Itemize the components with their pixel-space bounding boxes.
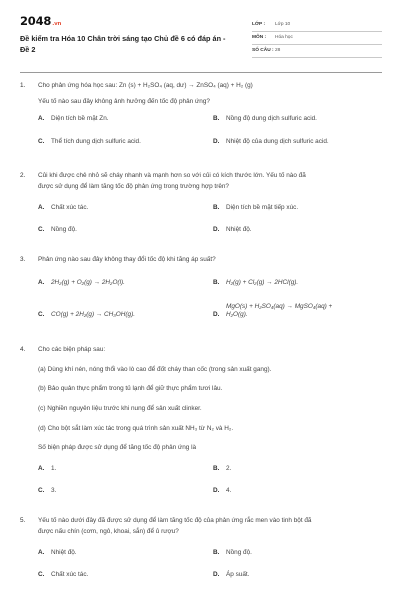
option-c[interactable] — [38, 138, 208, 147]
option-c[interactable] — [38, 226, 208, 235]
question-number: 2. — [20, 172, 26, 179]
option-text: Nồng độ. — [51, 226, 77, 234]
option-a[interactable] — [38, 549, 208, 558]
option-letter: A. — [38, 278, 45, 286]
question-text-line: được nấu chín (cơm, ngô, khoai, sắn) để ủ rượu? — [38, 527, 179, 535]
option-c[interactable] — [38, 311, 208, 320]
measure-item: (d) Cho bột sắt làm xúc tác trong quá trình sản xuất NH₃ từ N₂ và H₂. — [38, 424, 234, 432]
option-text: Nồng độ. — [226, 549, 252, 557]
question-2 — [20, 172, 382, 234]
option-letter: A. — [38, 204, 45, 212]
answer-options — [38, 115, 376, 145]
option-text: Diện tích bề mặt tiếp xúc. — [226, 204, 299, 212]
logo-main: 2048 — [20, 14, 52, 28]
option-d[interactable] — [213, 487, 383, 496]
question-number: 3. — [20, 256, 26, 263]
option-text: Chất xúc tác. — [51, 571, 89, 579]
question-text-line: Yếu tố nào dưới đây đã được sử dụng để làm tăng tốc độ của phản ứng rắc men vào tinh bột đã — [38, 517, 312, 524]
meta-value: Lớp 10 — [275, 21, 291, 27]
option-text-line: MgO(s) + H₂SO₄(aq) → MgSO₄(aq) + — [226, 302, 333, 310]
option-letter: C. — [38, 226, 45, 234]
option-text: Chất xúc tác. — [51, 204, 89, 212]
option-letter: D. — [213, 226, 220, 234]
meta-label: LỚP : — [252, 21, 266, 27]
meta-label: MÔN : — [252, 34, 267, 40]
option-letter: A. — [38, 115, 45, 123]
option-b[interactable] — [213, 465, 383, 474]
option-text: Thể tích dung dịch sulfuric acid. — [51, 138, 141, 146]
answer-options — [38, 204, 376, 234]
option-text — [226, 303, 332, 320]
option-letter: A. — [38, 464, 45, 472]
option-letter: D. — [213, 571, 220, 579]
option-letter: C. — [38, 310, 45, 318]
exam-title: Đề kiểm tra Hóa 10 Chân trời sáng tạo Chủ đề 6 có đáp án - Đề 2 — [20, 34, 226, 54]
question-number: 5. — [20, 517, 26, 524]
document-header — [20, 14, 382, 66]
option-b[interactable] — [213, 279, 383, 288]
question-text: Phản ứng nào sau đây không thay đổi tốc độ khi tăng áp suất? — [38, 256, 216, 263]
question-subtext: Yếu tố nào sau đây không ảnh hưởng đến tốc độ phản ứng? — [38, 97, 210, 105]
question-1 — [20, 82, 382, 145]
question-text: Cho các biện pháp sau: — [38, 346, 106, 353]
question-number: 4. — [20, 346, 26, 353]
measure-item: (a) Dùng khí nén, nóng thổi vào lò cao để đốt cháy than cốc (trong sản xuất gang). — [38, 365, 272, 373]
option-text: 2H₂(g) + O₂(g) → 2H₂O(l). — [51, 278, 125, 286]
option-text: H₂(g) + Cl₂(g) → 2HCl(g). — [226, 278, 299, 286]
exam-meta — [252, 19, 382, 58]
meta-label: SỐ CÂU : — [252, 47, 274, 53]
option-text: Nhiệt độ. — [51, 549, 77, 557]
measure-item: (b) Bảo quản thực phẩm trong tủ lạnh để giữ thực phẩm tươi lâu. — [38, 385, 223, 393]
option-text: Nồng độ dung dịch sulfuric acid. — [226, 115, 317, 123]
meta-value: Hóa học — [275, 34, 293, 40]
option-letter: C. — [38, 571, 45, 579]
option-a[interactable] — [38, 204, 208, 213]
option-b[interactable] — [213, 204, 383, 213]
option-text: 3. — [51, 486, 57, 494]
option-text: 4. — [226, 486, 232, 494]
option-letter: B. — [213, 549, 220, 557]
option-letter: B. — [213, 464, 220, 472]
option-text: CO(g) + 2H₂(g) → CH₃OH(g). — [51, 310, 135, 318]
site-logo[interactable] — [20, 14, 61, 30]
question-subtext: Số biện pháp được sử dụng để tăng tốc độ phản ứng là — [38, 444, 197, 452]
option-a[interactable] — [38, 115, 208, 124]
question-3 — [20, 256, 382, 335]
option-d[interactable] — [213, 303, 383, 320]
meta-row-subject — [252, 32, 382, 45]
option-text: 1. — [51, 464, 57, 472]
option-letter: C. — [38, 486, 45, 494]
option-text: Diện tích bề mặt Zn. — [51, 115, 109, 123]
question-text-line: được sử dụng để làm tăng tốc độ phản ứng trong trường hợp trên? — [38, 182, 229, 190]
option-c[interactable] — [38, 487, 208, 496]
option-letter: D. — [213, 138, 220, 146]
option-text: Áp suất. — [226, 571, 250, 579]
option-text-line: H₂O(g). — [226, 311, 248, 319]
answer-options — [38, 549, 376, 579]
option-d[interactable] — [213, 138, 383, 147]
logo-suffix: .vn — [52, 21, 62, 27]
option-a[interactable] — [38, 279, 208, 288]
option-b[interactable] — [213, 115, 383, 124]
option-letter: C. — [38, 138, 45, 146]
question-text-line: Củi khi được chẻ nhỏ sẽ cháy nhanh và mạnh hơn so với củi có kích thước lớn. Yếu tố nào đã — [38, 172, 306, 179]
meta-value: 28 — [275, 47, 281, 53]
option-letter: B. — [213, 278, 220, 286]
answer-options — [38, 279, 376, 335]
option-b[interactable] — [213, 549, 383, 558]
option-letter: A. — [38, 549, 45, 557]
option-a[interactable] — [38, 465, 208, 474]
answer-options — [38, 465, 376, 497]
option-d[interactable] — [213, 226, 383, 235]
question-4 — [20, 346, 382, 497]
meta-row-class — [252, 19, 382, 32]
question-number: 1. — [20, 82, 26, 89]
option-text: Nhiệt độ của dung dịch sulfuric acid. — [226, 138, 329, 146]
option-letter: D. — [213, 310, 220, 318]
meta-row-count — [252, 45, 382, 58]
option-text: 2. — [226, 464, 232, 472]
option-c[interactable] — [38, 571, 208, 580]
option-letter: B. — [213, 204, 220, 212]
option-text: Nhiệt độ. — [226, 226, 252, 234]
option-letter: D. — [213, 486, 220, 494]
measure-item: (c) Nghiền nguyên liệu trước khi nung để sản xuất clinker. — [38, 404, 202, 412]
question-text: Cho phản ứng hóa học sau: Zn (s) + H₂SO₄ (aq, dư) → ZnSO₄ (aq) + H₂ (g) — [38, 82, 253, 89]
header-divider — [20, 72, 382, 73]
option-letter: B. — [213, 115, 220, 123]
question-5 — [20, 517, 382, 579]
option-d[interactable] — [213, 571, 383, 580]
